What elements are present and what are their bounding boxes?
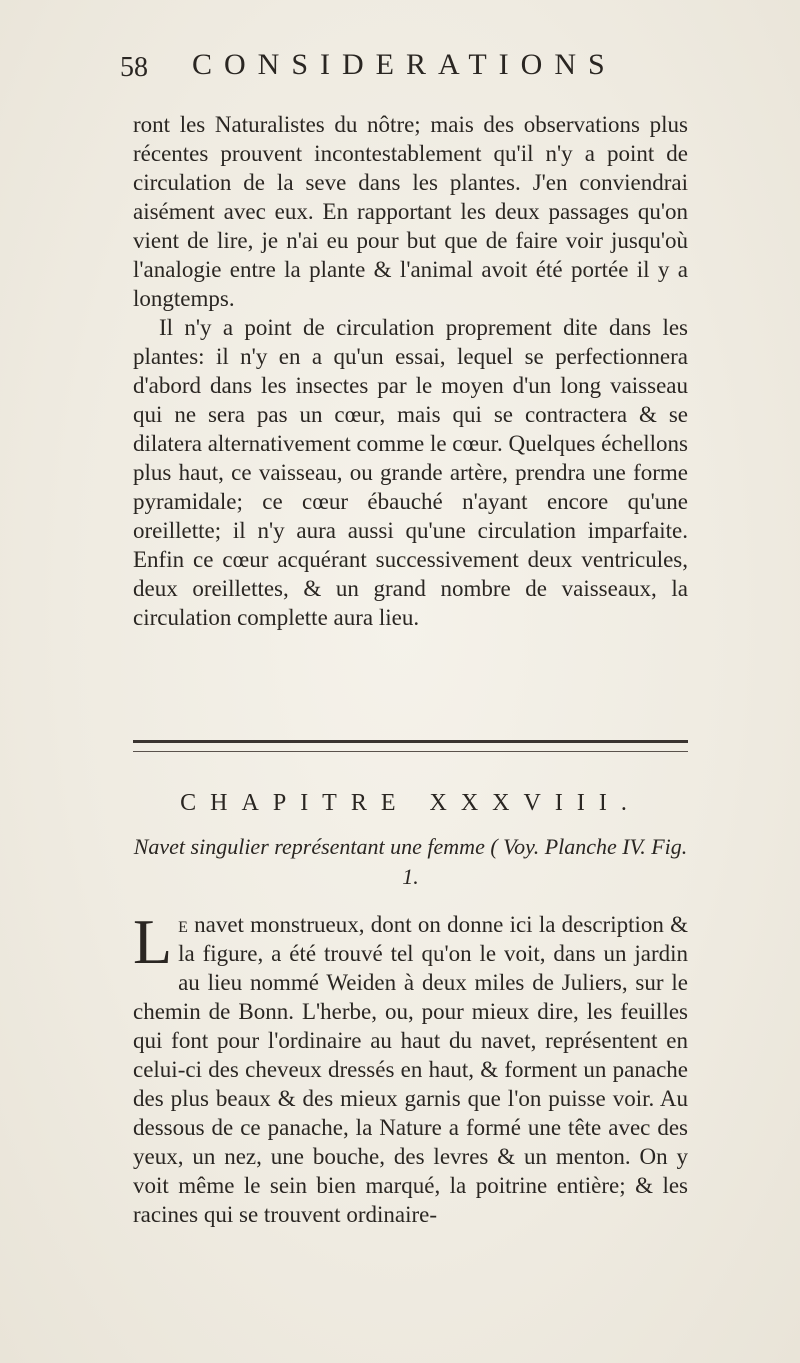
body-text bbox=[133, 110, 688, 632]
paragraph: Il n'y a point de circulation proprement dite dans les plantes: il n'y en a qu'un essai, lequel se perfectionnera d'abord dans les insectes par le moyen d'un long vaisseau qui ne sera pas un cœur, mais qui se contractera & se dilatera alternativement comme le cœur. Quelques échellons plus haut, ce vaisseau, ou grande artère, prendra une forme pyramidale; ce cœur ébauché n'ayant encore qu'une oreillette; il n'y aura aussi qu'une circulation imparfaite. Enfin ce cœur acquérant successivement deux ventricules, deux oreillettes, & un grand nombre de vaisseaux, la circulation complette aura lieu. bbox=[133, 315, 688, 630]
first-word: e bbox=[178, 912, 188, 937]
running-title: CONSIDERATIONS bbox=[192, 48, 617, 81]
page-number: 58 bbox=[120, 52, 148, 83]
chapter-subtitle: Navet singulier représentant une femme ( Voy. Planche IV. Fig. 1. bbox=[133, 834, 688, 889]
chapter-title: CHAPITRE XXXVIII. bbox=[180, 790, 641, 816]
chapter-paragraph: navet monstrueux, dont on donne ici la description & la figure, a été trouvé tel qu'on le voit, dans un jardin au lieu nommé Weiden à deux miles de Juliers, sur le chemin de Bonn. L'herbe, ou, pour mieux dire, les feuilles qui font pour l'ordinaire au haut du navet, représentent en celui-ci des cheveux dressés en haut, & forment un panache des plus beaux & des mieux garnis que l'on puisse voir. Au dessous de ce panache, la Nature a formé une tête avec des yeux, un nez, une bouche, des levres & un menton. On y voit même le sein bien marqué, la poitrine entière; & les racines qui se trouvent ordinaire- bbox=[133, 912, 688, 1227]
page-header bbox=[120, 48, 720, 88]
chapter-text bbox=[133, 906, 688, 1229]
paragraph: ront les Naturalistes du nôtre; mais des observations plus récentes prouvent incontestablement qu'il n'y a point de circulation de la seve dans les plantes. J'en conviendrai aisément avec eux. En rapportant les deux passages qu'on vient de lire, je n'ai eu pour but que de faire voir jusqu'où l'analogie entre la plante & l'animal avoit été portée il y a longtemps. bbox=[133, 112, 688, 311]
chapter-divider bbox=[133, 740, 688, 752]
drop-cap: L bbox=[133, 906, 173, 977]
